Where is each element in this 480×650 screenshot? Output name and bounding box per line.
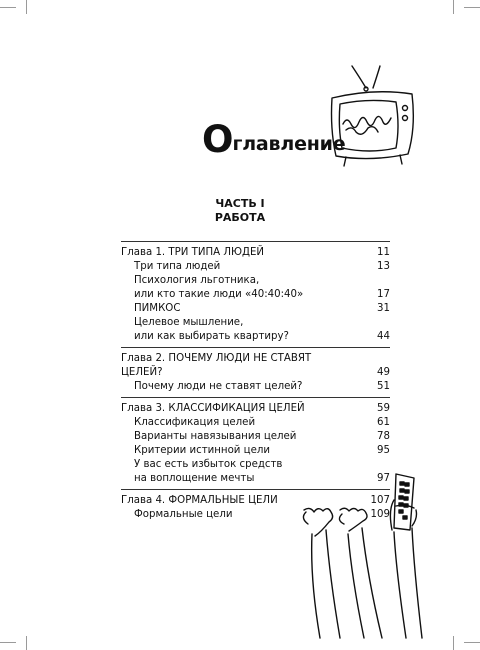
section-entry bbox=[121, 288, 390, 302]
section-entry-text: Целевое мышление, bbox=[134, 317, 244, 328]
section-entry-text: Формальные цели bbox=[134, 509, 233, 520]
chapter-title bbox=[121, 246, 390, 260]
chapter-title bbox=[121, 352, 390, 366]
section-entry-text: Классификация целей bbox=[134, 417, 256, 428]
section-entry-text: Критерии истинной цели bbox=[134, 445, 270, 456]
chapter-title-text: Глава 4. ФОРМАЛЬНЫЕ ЦЕЛИ bbox=[121, 495, 278, 506]
chapter-title-page: 11 bbox=[377, 247, 390, 258]
part-heading-line-2: РАБОТА bbox=[214, 211, 266, 224]
chapter-title-text: ЦЕЛЕЙ? bbox=[121, 367, 163, 378]
part-heading-line-1: ЧАСТЬ I bbox=[215, 197, 265, 210]
section-entry-text: или как выбирать квартиру? bbox=[134, 331, 289, 342]
crop-mark bbox=[0, 642, 16, 643]
chapter-title-text: Глава 3. КЛАССИФИКАЦИЯ ЦЕЛЕЙ bbox=[121, 403, 305, 414]
crop-mark bbox=[26, 0, 27, 14]
section-entry-page: 95 bbox=[377, 445, 390, 456]
chapter-title-page: 59 bbox=[377, 403, 390, 414]
section-entry-page: 78 bbox=[377, 431, 390, 442]
section-entry-text: или кто такие люди «40:40:40» bbox=[134, 289, 304, 300]
section-entry-page: 31 bbox=[377, 303, 390, 314]
chapter-title-page: 49 bbox=[377, 367, 390, 378]
section-entry-text: ПИМКОС bbox=[134, 303, 181, 314]
crop-mark bbox=[453, 636, 454, 650]
section-entry-text: на воплощение мечты bbox=[134, 473, 255, 484]
section-entry-text: Три типа людей bbox=[134, 261, 221, 272]
crop-mark bbox=[464, 7, 480, 8]
section-entry bbox=[121, 316, 390, 330]
section-entry bbox=[121, 416, 390, 430]
chapter-title bbox=[121, 402, 390, 416]
page-title bbox=[202, 118, 346, 161]
section-entry bbox=[121, 274, 390, 288]
section-entry-text: У вас есть избыток средств bbox=[134, 459, 283, 470]
section-entry-page: 97 bbox=[377, 473, 390, 484]
section-entry-page: 13 bbox=[377, 261, 390, 272]
chapter-title bbox=[121, 366, 390, 380]
chapter-divider bbox=[121, 241, 390, 242]
section-entry-text: Варианты навязывания целей bbox=[134, 431, 297, 442]
crop-mark bbox=[26, 636, 27, 650]
crop-mark bbox=[464, 642, 480, 643]
hands-remote-illustration bbox=[296, 470, 428, 640]
crop-mark bbox=[453, 0, 454, 14]
chapter-divider bbox=[121, 397, 390, 398]
section-entry bbox=[121, 380, 390, 394]
crop-mark bbox=[0, 7, 16, 8]
section-entry bbox=[121, 260, 390, 274]
section-entry bbox=[121, 444, 390, 458]
section-entry-page: 51 bbox=[377, 381, 390, 392]
section-entry-page: 109 bbox=[370, 509, 390, 520]
section-entry-page: 44 bbox=[377, 331, 390, 342]
chapter-title-text: Глава 1. ТРИ ТИПА ЛЮДЕЙ bbox=[121, 247, 265, 258]
section-entry-page: 17 bbox=[377, 289, 390, 300]
section-entry-page: 61 bbox=[377, 417, 390, 428]
section-entry bbox=[121, 302, 390, 316]
title-rest: главление bbox=[232, 133, 346, 155]
section-entry bbox=[121, 330, 390, 344]
chapter-title-page: 107 bbox=[370, 495, 390, 506]
title-initial: О bbox=[202, 118, 233, 161]
chapter-title-text: Глава 2. ПОЧЕМУ ЛЮДИ НЕ СТАВЯТ bbox=[121, 353, 312, 364]
section-entry bbox=[121, 430, 390, 444]
chapter-divider bbox=[121, 347, 390, 348]
section-entry-text: Почему люди не ставят целей? bbox=[134, 381, 303, 392]
section-entry-text: Психология льготника, bbox=[134, 275, 260, 286]
